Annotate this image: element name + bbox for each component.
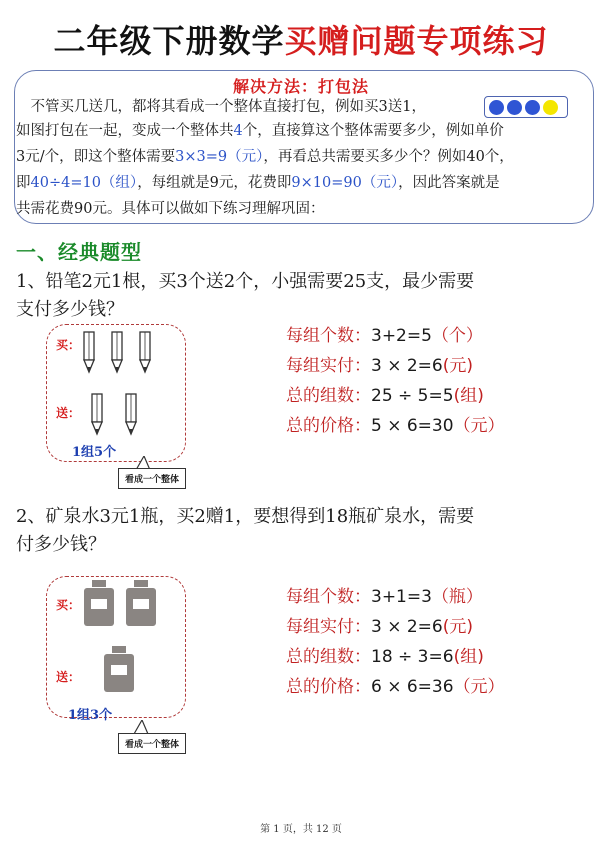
method-line-4-a: 即 — [16, 175, 31, 191]
calc-unit: （元） — [453, 677, 505, 697]
q2-calc-1 — [286, 584, 483, 610]
q2-text-line2: 付多少钱？ — [16, 534, 106, 555]
method-line-1: 不管买几送几，都将其看成一个整体直接打包，例如买3送1， — [16, 99, 426, 115]
title-part2: 买赠问题专项练习 — [284, 22, 549, 60]
dot — [525, 100, 540, 115]
method-line-4-c: ，每组就是9元，花费即 — [137, 175, 292, 191]
q2-text-line1: 2、矿泉水3元1瓶，买2赠1，要想得到18瓶矿泉水，需要 — [16, 506, 475, 527]
q2-calc-3 — [286, 644, 484, 670]
dot — [489, 100, 504, 115]
calc-value: 5 × 6=30 — [371, 416, 454, 436]
method-line-4-d: 9×10=90（元） — [291, 175, 399, 191]
pencil-icon — [140, 332, 150, 372]
calc-value: 3 × 2=6 — [371, 356, 443, 376]
calc-value: 18 ÷ 3=6 — [371, 647, 454, 667]
calc-key: 总的组数： — [286, 647, 371, 667]
dots-illustration — [484, 96, 568, 118]
calc-value: 6 × 6=36 — [371, 677, 454, 697]
method-line-5: 共需花费90元。具体可以做如下练习理解巩固： — [16, 201, 325, 217]
q1-text-line1: 1、铅笔2元1根，买3个送2个，小强需要25支，最少需要 — [16, 271, 475, 292]
calc-unit: (组) — [453, 386, 484, 406]
q1-calc-3 — [286, 383, 484, 409]
pencil-icon — [126, 394, 136, 434]
q2-calc-4 — [286, 674, 505, 700]
method-line-4-e: ，因此答案就是 — [398, 175, 500, 191]
pencil-icons — [80, 330, 170, 440]
q2-calc-2 — [286, 614, 473, 640]
q2-buy-label: 买： — [56, 598, 81, 612]
pencil-icon — [84, 332, 94, 372]
q2-gift-label: 送： — [56, 670, 81, 684]
calc-unit: （瓶） — [431, 587, 483, 607]
method-line-3-c: ，再看总共需要买多少个？例如40个， — [263, 149, 514, 165]
calc-key: 每组个数： — [286, 326, 371, 346]
calc-unit: (元) — [442, 617, 474, 637]
q1-text-line2: 支付多少钱？ — [16, 299, 124, 320]
method-line-2-a: 如图打包在一起，变成一个整体共 — [16, 123, 234, 139]
method-line-2 — [16, 120, 590, 142]
section-heading: 一、经典题型 — [16, 240, 142, 264]
bottle-icons — [84, 580, 164, 700]
calc-key: 每组实付： — [286, 617, 371, 637]
page-footer: 第 1 页，共 12 页 — [260, 824, 342, 835]
q1-gift-label: 送： — [56, 406, 81, 420]
calc-unit: (组) — [453, 647, 484, 667]
q2-group-label: 1组3个 — [68, 708, 113, 723]
page-title — [0, 18, 602, 64]
q1-calc-2 — [286, 353, 473, 379]
method-line-4-b: 40÷4=10（组） — [30, 175, 138, 191]
calc-key: 总的组数： — [286, 386, 371, 406]
calc-value: 3+2=5 — [371, 326, 432, 346]
method-line-2-b: 4 — [233, 123, 243, 139]
pencil-icon — [92, 394, 102, 434]
bottle-icon — [126, 580, 156, 626]
calc-value: 3 × 2=6 — [371, 617, 443, 637]
pencil-icon — [112, 332, 122, 372]
q2-bubble: 看成一个整体 — [118, 733, 186, 754]
calc-unit: （元） — [453, 416, 505, 436]
method-line-3-b: 3×3=9（元） — [175, 149, 264, 165]
calc-unit: （个） — [431, 326, 483, 346]
title-part1: 二年级下册数学 — [53, 22, 285, 60]
method-line-4 — [16, 172, 590, 194]
calc-unit: (元) — [442, 356, 474, 376]
q1-calc-1 — [286, 323, 483, 349]
calc-key: 每组个数： — [286, 587, 371, 607]
calc-value: 3+1=3 — [371, 587, 432, 607]
q1-buy-label: 买： — [56, 338, 81, 352]
bottle-icon — [84, 580, 114, 626]
dot — [543, 100, 558, 115]
calc-key: 总的价格： — [286, 677, 371, 697]
dot — [507, 100, 522, 115]
calc-value: 25 ÷ 5=5 — [371, 386, 454, 406]
calc-key: 每组实付： — [286, 356, 371, 376]
method-title: 解决方法：打包法 — [232, 77, 369, 96]
method-line-3-a: 3元/个，即这个整体需要 — [16, 149, 176, 165]
method-line-2-c: 个，直接算这个整体需要多少，例如单价 — [242, 123, 504, 139]
method-line-3 — [16, 146, 590, 168]
q1-group-label: 1组5个 — [72, 445, 117, 460]
bottle-icon — [104, 646, 134, 692]
q1-bubble: 看成一个整体 — [118, 468, 186, 489]
q1-calc-4 — [286, 413, 505, 439]
calc-key: 总的价格： — [286, 416, 371, 436]
